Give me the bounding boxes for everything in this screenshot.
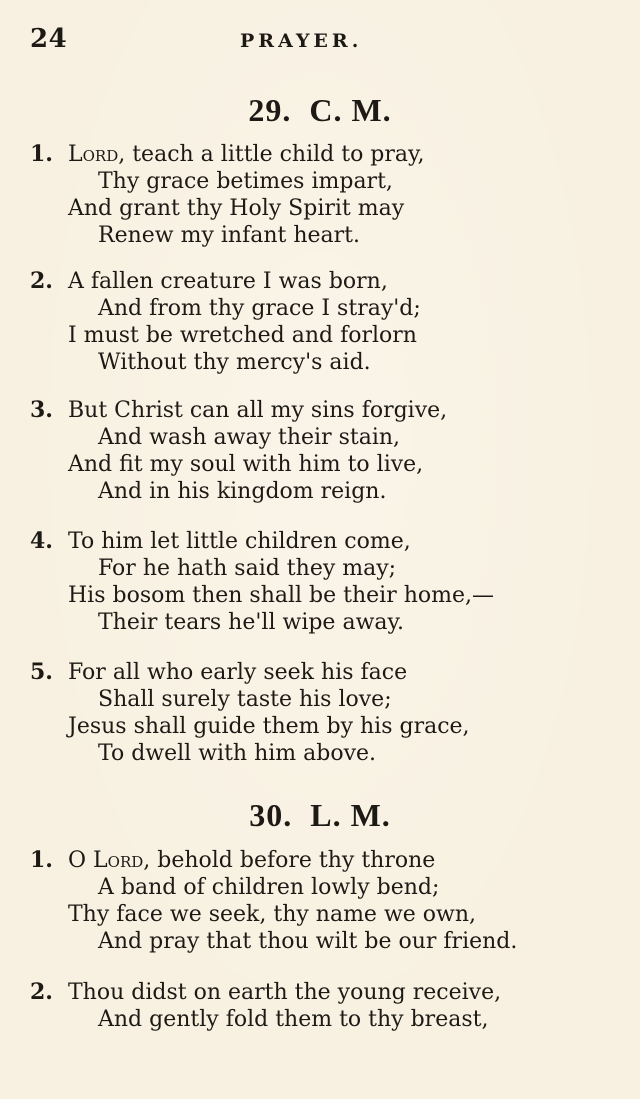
verse-line (30, 141, 590, 168)
verse-line (30, 847, 590, 874)
hymn-title (0, 797, 640, 834)
hymn-meter: C. M. (309, 92, 392, 128)
verse (30, 659, 590, 767)
verse-lead-text: O (68, 848, 94, 873)
verse-line: A band of children lowly bend; (98, 875, 440, 900)
running-title: PRAYER. (240, 30, 363, 52)
verse (30, 847, 590, 955)
verse-line-text: For all who early seek his face (68, 660, 408, 685)
verse-line-text: To him let little children come, (68, 529, 411, 554)
verse (30, 397, 590, 505)
verse-line: Their tears he'll wipe away. (98, 610, 405, 635)
verse (30, 528, 590, 636)
hymn-meter: L. M. (310, 797, 391, 833)
hymn-number: 29. (248, 92, 292, 128)
verse-line: And fit my soul with him to live, (68, 452, 424, 477)
verse-line: And in his kingdom reign. (98, 479, 387, 504)
verse-line: And gently fold them to thy breast, (98, 1007, 489, 1032)
verse (30, 268, 590, 376)
verse (30, 979, 590, 1033)
verse-line-text: A fallen creature I was born, (68, 269, 388, 294)
verse-line: To dwell with him above. (98, 741, 377, 766)
verse-line: Without thy mercy's aid. (98, 350, 371, 375)
verse-line-text: , behold before thy throne (143, 848, 436, 873)
verse-line: And from thy grace I stray'd; (98, 296, 421, 321)
verse-line (30, 659, 590, 686)
verse-line: And pray that thou wilt be our friend. (98, 929, 518, 954)
verse-number: 4. (30, 528, 53, 554)
verse-lead-word: Lord (68, 142, 119, 167)
verse-line-text: Thou didst on earth the young receive, (68, 980, 502, 1005)
verse-number: 3. (30, 397, 53, 423)
verse-line: Shall surely taste his love; (98, 687, 392, 712)
verse-line: And wash away their stain, (98, 425, 401, 450)
hymn-number: 30. (249, 797, 293, 833)
verse-line: For he hath said they may; (98, 556, 397, 581)
verse-line-text: But Christ can all my sins forgive, (68, 398, 448, 423)
verse-line (30, 397, 590, 424)
verse-number: 1. (30, 141, 53, 167)
verse-line: Thy grace betimes impart, (98, 169, 393, 194)
verse-number: 2. (30, 979, 53, 1005)
verse-line (30, 979, 590, 1006)
verse-line: Jesus shall guide them by his grace, (68, 714, 470, 739)
verse-line-text: , teach a little child to pray, (118, 142, 425, 167)
verse-line (30, 528, 590, 555)
verse-line: I must be wretched and forlorn (68, 323, 417, 348)
verse-number: 1. (30, 847, 53, 873)
verse-number: 2. (30, 268, 53, 294)
verse-number: 5. (30, 659, 53, 685)
verse (30, 141, 590, 249)
verse-line (30, 268, 590, 295)
page-header (30, 24, 610, 54)
page-number: 24 (30, 24, 68, 54)
verse-lead-word: Lord (93, 848, 144, 873)
verse-line: Thy face we seek, thy name we own, (68, 902, 477, 927)
verse-line: And grant thy Holy Spirit may (68, 196, 405, 221)
verse-line: His bosom then shall be their home,— (68, 583, 495, 608)
hymn-title (0, 92, 640, 129)
verse-line: Renew my infant heart. (98, 223, 361, 248)
